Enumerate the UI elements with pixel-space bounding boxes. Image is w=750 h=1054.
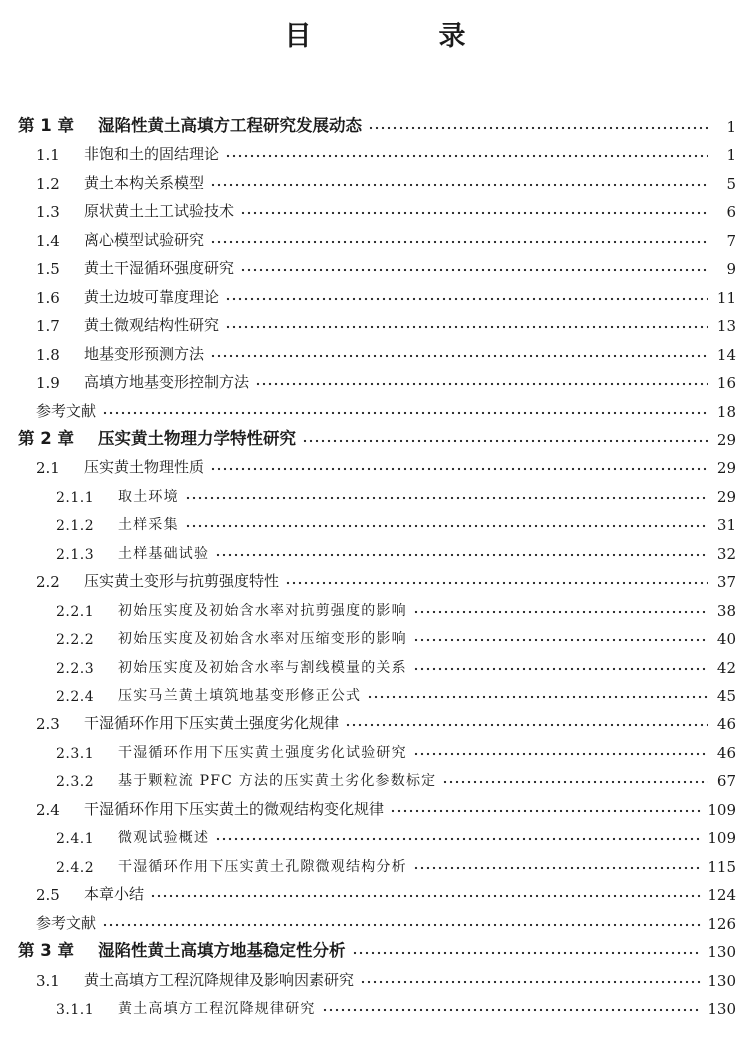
dot-leader [102,922,701,928]
dot-leader [367,694,708,700]
toc-references[interactable] [0,907,750,933]
toc-entry[interactable] [0,252,750,278]
toc-page-number: 32 [716,544,736,563]
toc-label: 湿陷性黄土高填方工程研究发展动态 [98,116,362,135]
toc-entry[interactable] [0,622,750,648]
toc-number: 2.2.3 [56,660,95,677]
dot-leader [413,751,708,757]
toc-label: 土样采集 [118,517,179,534]
toc-page-number: 14 [716,345,736,364]
dot-leader [345,722,708,728]
toc-label: 干湿循环作用下压实黄土强度劣化试验研究 [118,744,407,761]
toc-number: 1.1 [36,146,60,165]
toc-page-number: 11 [716,288,736,307]
dot-leader [390,808,701,814]
toc-number: 1.5 [36,260,60,279]
toc-label: 初始压实度及初始含水率与割线模量的关系 [118,659,407,676]
toc-page-number: 115 [707,857,736,876]
toc-page-number: 18 [716,402,736,421]
toc-entry[interactable] [0,764,750,790]
toc-number: 第 2 章 [18,428,74,448]
toc-number: 2.4 [36,800,60,819]
toc-page-number: 29 [716,459,736,478]
toc-number: 2.4.2 [56,859,95,876]
toc-page-number: 130 [707,999,736,1018]
toc-page-number: 67 [716,772,736,791]
dot-leader [352,950,702,956]
toc-label: 干湿循环作用下压实黄土强度劣化规律 [84,714,340,733]
dot-leader [255,381,708,387]
toc-label: 干湿循环作用下压实黄土的微观结构变化规律 [84,799,385,818]
dot-leader [215,552,708,558]
toc-page-number: 109 [707,829,736,848]
toc-label: 微观试验概述 [118,830,210,847]
toc-number: 2.3.2 [56,774,95,791]
toc-number: 2.1.3 [56,546,95,563]
dot-leader [368,125,708,131]
dot-leader [285,580,708,586]
toc-number: 2.3 [36,715,60,734]
toc-page-number: 42 [716,658,736,677]
toc-entry[interactable] [0,366,750,392]
toc-label: 压实黄土变形与抗剪强度特性 [84,572,280,591]
toc-number: 1.6 [36,288,60,307]
toc-page-number: 126 [707,914,736,933]
toc-page-number: 46 [716,743,736,762]
toc-entry[interactable] [0,281,750,307]
toc-label: 土样基础试验 [118,545,210,562]
toc-number: 2.1 [36,459,60,478]
toc-page-number: 124 [707,886,736,905]
toc-label: 初始压实度及初始含水率对抗剪强度的影响 [118,602,407,619]
dot-leader [210,239,708,245]
toc-label: 压实马兰黄土填筑地基变形修正公式 [118,688,362,704]
toc-label: 非饱和土的固结理论 [84,145,220,164]
page-title: 目 录 [284,21,516,52]
toc-label: 黄土高填方工程沉降规律及影响因素研究 [84,970,355,989]
toc-page-number: 6 [726,203,736,222]
toc-entry[interactable] [0,565,750,591]
toc-number: 1.3 [36,203,60,222]
dot-leader [102,410,708,416]
toc-label: 本章小结 [84,885,145,904]
toc-entry[interactable] [0,224,750,250]
toc-entry[interactable] [0,167,750,193]
toc-label: 压实黄土物理性质 [84,458,205,477]
toc-page-number: 38 [716,601,736,620]
toc-page-number: 1 [726,118,736,136]
toc-label: 原状黄土土工试验技术 [84,202,235,221]
dot-leader [185,495,708,501]
toc-entry[interactable] [0,793,750,819]
dot-leader [240,267,708,273]
dot-leader [322,1007,702,1013]
toc-label: 参考文献 [36,913,97,932]
toc-number: 第 3 章 [18,941,74,961]
toc-page-number: 7 [726,231,736,250]
dot-leader [210,182,708,188]
toc-page-number: 46 [716,715,736,734]
toc-entry[interactable] [0,138,750,164]
toc-number: 2.2.4 [56,689,95,705]
toc-page-number: 130 [707,971,736,990]
toc-page-number: 9 [726,260,736,279]
toc-page-number: 29 [716,487,736,506]
toc-page-number: 45 [716,687,736,705]
toc-page-number: 37 [716,573,736,592]
dot-leader [210,353,708,359]
dot-leader [225,153,708,159]
toc-entry[interactable] [0,992,750,1018]
toc-entry[interactable] [0,850,750,876]
toc-number: 2.1.1 [56,489,95,506]
toc-label: 黄土微观结构性研究 [84,316,220,335]
toc-label: 取土环境 [118,488,179,505]
toc-number: 2.2 [36,573,60,592]
toc-label: 黄土本构关系模型 [84,173,205,192]
toc-entry[interactable] [0,508,750,534]
dot-leader [360,979,701,985]
toc-entry[interactable] [0,821,750,847]
toc-number: 第 1 章 [18,116,74,135]
toc-chapter[interactable] [0,110,750,136]
dot-leader [302,438,708,444]
toc-number: 3.1 [36,971,60,990]
toc-number: 3.1.1 [56,1001,95,1018]
dot-leader [413,865,702,871]
dot-leader [413,666,708,672]
toc-page-number: 16 [716,374,736,393]
toc-number: 2.4.1 [56,831,95,848]
toc-number: 2.3.1 [56,745,95,762]
dot-leader [210,466,708,472]
toc-label: 湿陷性黄土高填方地基稳定性分析 [98,941,346,961]
toc-number: 1.8 [36,345,60,364]
toc-number: 1.2 [36,174,60,193]
toc-entry[interactable] [0,480,750,506]
dot-leader [240,210,708,216]
toc-number: 2.2.1 [56,603,95,620]
toc-references[interactable] [0,395,750,421]
toc-entry[interactable] [0,878,750,904]
toc-label: 离心模型试验研究 [84,230,205,249]
toc-label: 干湿循环作用下压实黄土孔隙微观结构分析 [118,858,407,875]
dot-leader [225,324,708,330]
toc-entry[interactable] [0,736,750,762]
toc-label: 基于颗粒流 PFC 方法的压实黄土劣化参数标定 [118,773,437,790]
toc-page-number: 130 [707,943,736,962]
toc-page-number: 31 [716,516,736,535]
toc-entry[interactable] [0,594,750,620]
toc-entry[interactable] [0,651,750,677]
dot-leader [413,609,708,615]
toc-page-number: 13 [716,317,736,336]
toc-number: 1.4 [36,231,60,250]
toc-page-number: 5 [726,174,736,193]
toc-entry[interactable] [0,195,750,221]
toc-label: 高填方地基变形控制方法 [84,373,250,392]
toc-label: 地基变形预测方法 [84,344,205,363]
toc-entry[interactable] [0,964,750,990]
toc-chapter[interactable] [0,423,750,449]
dot-leader [442,779,708,785]
toc-chapter[interactable] [0,935,750,961]
toc-entry[interactable] [0,707,750,733]
toc-number: 2.5 [36,886,60,905]
dot-leader [413,637,708,643]
toc-number: 1.9 [36,374,60,393]
toc-page-number: 40 [716,630,736,649]
toc-entry[interactable] [0,309,750,335]
toc-label: 黄土高填方工程沉降规律研究 [118,1000,316,1017]
dot-leader [150,893,701,899]
toc-entry[interactable] [0,338,750,364]
toc-entry[interactable] [0,679,750,705]
toc-number: 2.1.2 [56,518,95,535]
toc-page-number: 1 [726,146,736,165]
toc-label: 黄土边坡可靠度理论 [84,287,220,306]
toc-page-number: 109 [707,800,736,819]
dot-leader [185,523,708,529]
dot-leader [215,836,701,842]
toc-entry[interactable] [0,451,750,477]
toc-label: 参考文献 [36,401,97,420]
toc-entry[interactable] [0,537,750,563]
toc-label: 黄土干湿循环强度研究 [84,259,235,278]
toc-label: 压实黄土物理力学特性研究 [98,428,296,448]
toc-page-number: 29 [716,430,736,449]
toc-number: 1.7 [36,317,60,336]
dot-leader [225,296,708,302]
toc-label: 初始压实度及初始含水率对压缩变形的影响 [118,631,407,648]
toc-number: 2.2.2 [56,632,95,649]
